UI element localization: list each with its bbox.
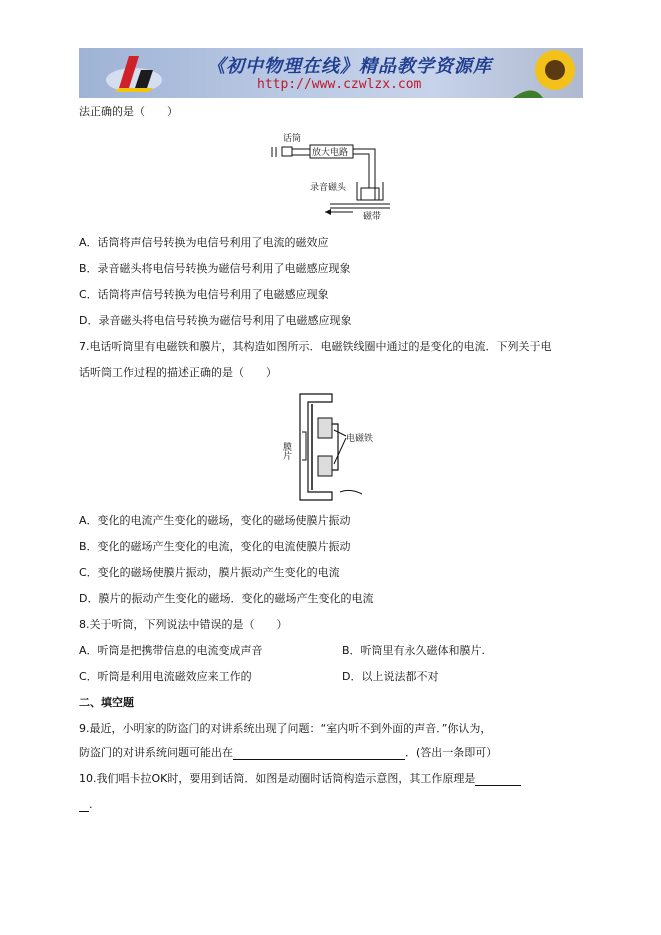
recording-diagram (265, 132, 395, 222)
site-logo-icon (99, 48, 169, 98)
mic-body (282, 147, 292, 156)
q9-line1: 9.最近，小明家的防盗门的对讲系统出现了问题：“室内听不到外面的声音．”你认为， (79, 722, 492, 735)
electromagnet-label: 电磁铁 (346, 434, 374, 444)
section-title: 二、填空题 (79, 696, 134, 709)
coil-lower (318, 456, 332, 476)
q10-line2 (79, 798, 93, 812)
head-label: 录音磁头 (310, 183, 347, 193)
mic-label: 话筒 (283, 134, 302, 144)
wire (353, 154, 369, 188)
receiver-casing (300, 394, 332, 500)
q9-line2-pre: 防盗门的对讲系统问题可能出在 (79, 746, 233, 759)
q7-stem-line1: 7.电话听筒里有电磁铁和膜片，其构造如图所示．电磁铁线圈中通过的是变化的电流．下列关于电 (79, 340, 552, 353)
q9-line2 (79, 746, 497, 760)
q8-option-b[interactable]: B．听筒里有永久磁体和膜片. (342, 644, 486, 657)
q8-option-c[interactable]: C．听筒是利用电流磁效应来工作的 (79, 670, 252, 683)
tape-direction-arrowhead (325, 209, 331, 215)
q8-stem: 8.关于听筒，下列说法中错误的是（ ） (79, 618, 288, 631)
q7-option-b[interactable]: B．变化的磁场产生变化的电流，变化的电流使膜片振动 (79, 540, 351, 553)
electromagnet-pointer (334, 430, 346, 436)
receiver-diagram-drawing (282, 392, 382, 504)
q7-option-c[interactable]: C．变化的磁场使膜片振动，膜片振动产生变化的电流 (79, 566, 340, 579)
sunflower-icon (513, 48, 583, 98)
q8-option-d[interactable]: D．以上说法都不对 (342, 670, 439, 683)
amp-label: 放大电路 (312, 148, 349, 158)
header-title: 《初中物理在线》精品教学资源库 (207, 56, 492, 77)
electromagnet-pointer (334, 438, 346, 464)
q7-option-d[interactable]: D．膜片的振动产生变化的磁场．变化的磁场产生变化的电流 (79, 592, 374, 605)
q6-option-c[interactable]: C．话筒将声信号转换为电信号利用了电磁感应现象 (79, 288, 329, 301)
q7-option-a[interactable]: A．变化的电流产生变化的磁场，变化的磁场使膜片振动 (79, 514, 351, 527)
head-coil (361, 188, 379, 200)
q6-stem-tail: 法正确的是（ ） (79, 105, 178, 118)
membrane-pointer (302, 432, 306, 460)
header-url: http://www.czwlzx.com (257, 77, 422, 92)
q9-answer-blank[interactable] (233, 747, 405, 760)
q10-line2-post: . (89, 798, 93, 811)
q7-stem-line2: 话听筒工作过程的描述正确的是（ ） (79, 366, 277, 379)
q8-option-a[interactable]: A．听筒是把携带信息的电流变成声音 (79, 644, 263, 657)
q10-answer-blank[interactable] (475, 773, 521, 786)
q6-option-d[interactable]: D．录音磁头将电信号转换为磁信号利用了电磁感应现象 (79, 314, 352, 327)
coil-upper (318, 418, 332, 438)
wire (353, 149, 375, 200)
recording-diagram-drawing (265, 132, 395, 222)
q10-line1 (79, 772, 521, 786)
q6-option-b[interactable]: B．录音磁头将电信号转换为磁信号利用了电磁感应现象 (79, 262, 351, 275)
q10-line1-text: 10.我们唱卡拉OK时，要用到话筒．如图是动圈时话筒构造示意图，其工作原理是 (79, 772, 476, 785)
wire (340, 490, 362, 494)
header-banner (79, 48, 583, 98)
mic-stem (292, 149, 310, 155)
q6-option-a[interactable]: A．话筒将声信号转换为电信号利用了电流的磁效应 (79, 236, 329, 249)
q10-answer-blank-cont[interactable] (79, 799, 89, 812)
q9-line2-post: ．(答出一条即可） (405, 746, 498, 759)
receiver-diagram (282, 392, 382, 504)
membrane-label-char: 膜片 (282, 442, 291, 460)
tape-label: 磁带 (363, 212, 382, 222)
